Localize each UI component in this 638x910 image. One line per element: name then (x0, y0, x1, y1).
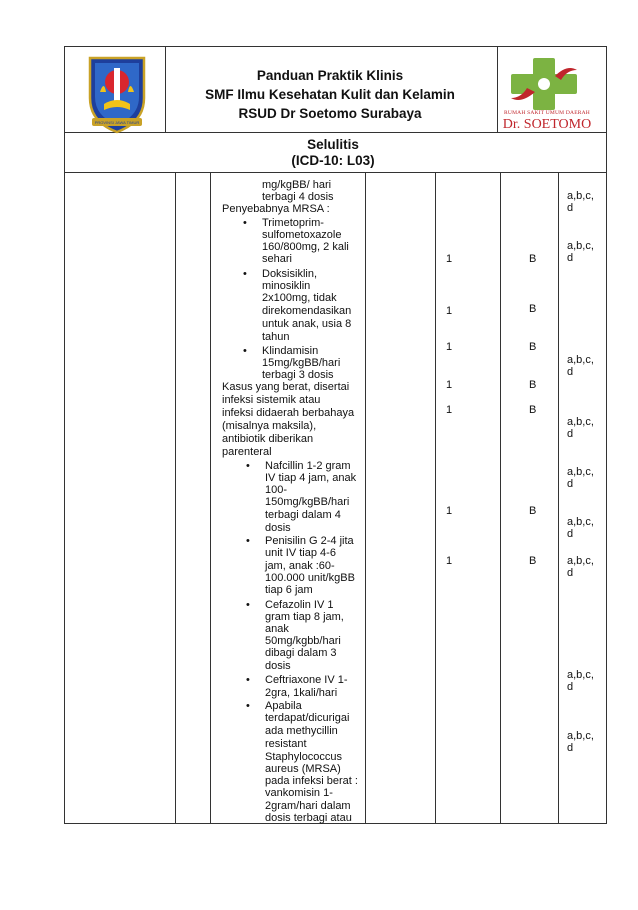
text-line: 15mg/kgBB/hari (262, 357, 341, 369)
bullet-icon: • (246, 535, 250, 547)
evidence-level-cell: 1 (446, 404, 453, 416)
text-line: terbagi dalam 4 (265, 509, 341, 521)
text-line: sulfometoxazole (262, 229, 342, 241)
reference-line: a,b,c, (567, 240, 594, 252)
text-line: terdapat/dicurigai (265, 712, 350, 724)
column-line-1 (175, 172, 176, 824)
evidence-level-cell: 1 (446, 555, 453, 567)
text-line: Kasus yang berat, disertai (222, 381, 350, 393)
text-line: sehari (262, 253, 292, 265)
bullet-icon: • (243, 217, 247, 229)
hospital-logo (505, 56, 585, 117)
reference-cell (567, 354, 594, 379)
logo-ribbon-text: PROVINSI JAWA TIMUR (94, 120, 140, 125)
text-line: 2gram/hari dalam (265, 800, 351, 812)
reference-line: a,b,c, (567, 730, 594, 742)
reference-line: d (567, 366, 574, 379)
text-line: Cefazolin IV 1 (265, 599, 334, 611)
reference-line: d (567, 202, 574, 215)
reference-line: a,b,c, (567, 555, 594, 567)
text-line: Staphylococcus (265, 751, 343, 763)
text-line: Penisilin G 2-4 jita (265, 535, 354, 547)
hospital-subtitle: RUMAH SAKIT UMUM DAERAH (504, 110, 590, 116)
text-line: mg/kgBB/ hari (262, 179, 332, 191)
header-right-divider (497, 46, 498, 132)
reference-line: a,b,c, (567, 354, 594, 366)
reference-line: d (567, 528, 574, 541)
text-line: (misalnya maksila), (222, 420, 317, 432)
reference-line: d (567, 567, 574, 580)
bullet-icon: • (243, 345, 247, 357)
bullet-icon: • (243, 268, 247, 280)
column-line-6 (558, 172, 559, 824)
reference-line: d (567, 428, 574, 441)
text-line: Nafcillin 1-2 gram (265, 460, 351, 472)
text-line: 2gra, 1kali/hari (265, 687, 338, 699)
text-line: ada methycillin (265, 725, 338, 737)
text-line: dosis (265, 522, 291, 534)
reference-cell (567, 730, 594, 755)
reference-line: a,b,c, (567, 416, 594, 428)
reference-line: a,b,c, (567, 669, 594, 681)
text-line: 100.000 unit/kgBB (265, 572, 355, 584)
text-line: 2x100mg, tidak (262, 292, 337, 304)
document-header (170, 66, 490, 123)
bullet-icon: • (246, 599, 250, 611)
icd-code: (ICD-10: L03) (291, 153, 375, 168)
reference-line: d (567, 681, 574, 694)
text-line: direkomendasikan (262, 305, 352, 317)
bullet-icon: • (246, 700, 250, 712)
recommendation-grade-cell: B (529, 404, 537, 416)
text-line: Klindamisin (262, 345, 319, 357)
text-line: IV tiap 4 jam, anak (265, 472, 357, 484)
reference-line: a,b,c, (567, 516, 594, 528)
reference-cell (567, 555, 594, 580)
text-line: Doksisiklin, (262, 268, 318, 280)
reference-cell (567, 416, 594, 441)
evidence-level-cell: 1 (446, 379, 453, 391)
text-line: terbagi 4 dosis (262, 191, 334, 203)
header-left-divider (165, 46, 166, 132)
recommendation-grade-cell: B (529, 341, 537, 353)
reference-cell (567, 190, 594, 215)
bullet-icon: • (246, 674, 250, 686)
header-title-line2: SMF Ilmu Kesehatan Kulit dan Kelamin (205, 87, 455, 102)
reference-cell (567, 516, 594, 541)
column-line-3 (365, 172, 366, 824)
text-line: 150mg/kgBB/hari (265, 496, 350, 508)
recommendation-grade-cell: B (529, 555, 537, 567)
text-line: parenteral (222, 446, 272, 458)
text-line: Ceftriaxone IV 1- (265, 674, 348, 686)
text-line: untuk anak, usia 8 (262, 318, 352, 330)
subject-divider (64, 172, 607, 173)
header-title-line1: Panduan Praktik Klinis (256, 68, 404, 83)
recommendation-grade-cell: B (529, 505, 537, 517)
text-line: infeksi didaerah berbahaya (222, 407, 355, 419)
text-line: 160/800mg, 2 kali (262, 241, 349, 253)
text-line: 100- (265, 484, 288, 496)
text-line: 50mg/kgbb/hari (265, 635, 341, 647)
text-line: unit IV tiap 4-6 (265, 547, 336, 559)
reference-cell (567, 466, 594, 491)
header-title-line3: RSUD Dr Soetomo Surabaya (238, 106, 422, 121)
reference-line: d (567, 478, 574, 491)
reference-line: d (567, 742, 574, 755)
text-line: terbagi 3 dosis (262, 369, 334, 381)
column-line-2 (210, 172, 211, 824)
text-line: dosis terbagi atau (265, 812, 352, 824)
text-line: minosiklin (262, 280, 311, 292)
text-line: dosis (265, 660, 291, 672)
text-line: tahun (262, 331, 290, 343)
disease-title: Selulitis (307, 137, 359, 152)
recommendation-grade-cell: B (529, 379, 537, 391)
reference-line: d (567, 252, 574, 265)
text-line: antibiotik diberikan (222, 433, 314, 445)
column-line-4 (435, 172, 436, 824)
text-line: dibagi dalam 3 (265, 647, 337, 659)
text-line: pada infeksi berat : (265, 775, 358, 787)
bullet-icon: • (246, 460, 250, 472)
text-line: Penyebabnya MRSA : (222, 203, 330, 215)
recommendation-grade-cell: B (529, 253, 537, 265)
evidence-level-cell: 1 (446, 505, 453, 517)
text-line: aureus (MRSA) (265, 763, 341, 775)
evidence-level-cell: 1 (446, 305, 453, 317)
evidence-level-cell: 1 (446, 341, 453, 353)
text-line: Apabila (265, 700, 302, 712)
reference-cell (567, 669, 594, 694)
column-line-5 (500, 172, 501, 824)
recommendation-grade-cell: B (529, 303, 537, 315)
text-line: tiap 6 jam (265, 584, 313, 596)
text-line: infeksi sistemik atau (222, 394, 321, 406)
reference-cell (567, 240, 594, 265)
hospital-name: Dr. SOETOMO (502, 117, 592, 132)
provincial-logo (86, 52, 148, 139)
reference-line: a,b,c, (567, 190, 594, 202)
text-line: vankomisin 1- (265, 787, 333, 799)
text-line: anak (265, 623, 289, 635)
text-line: gram tiap 8 jam, (265, 611, 344, 623)
text-line: Trimetoprim- (262, 217, 324, 229)
text-line: jam, anak :60- (265, 560, 335, 572)
evidence-level-cell: 1 (446, 253, 453, 265)
text-line: resistant (265, 738, 307, 750)
reference-line: a,b,c, (567, 466, 594, 478)
